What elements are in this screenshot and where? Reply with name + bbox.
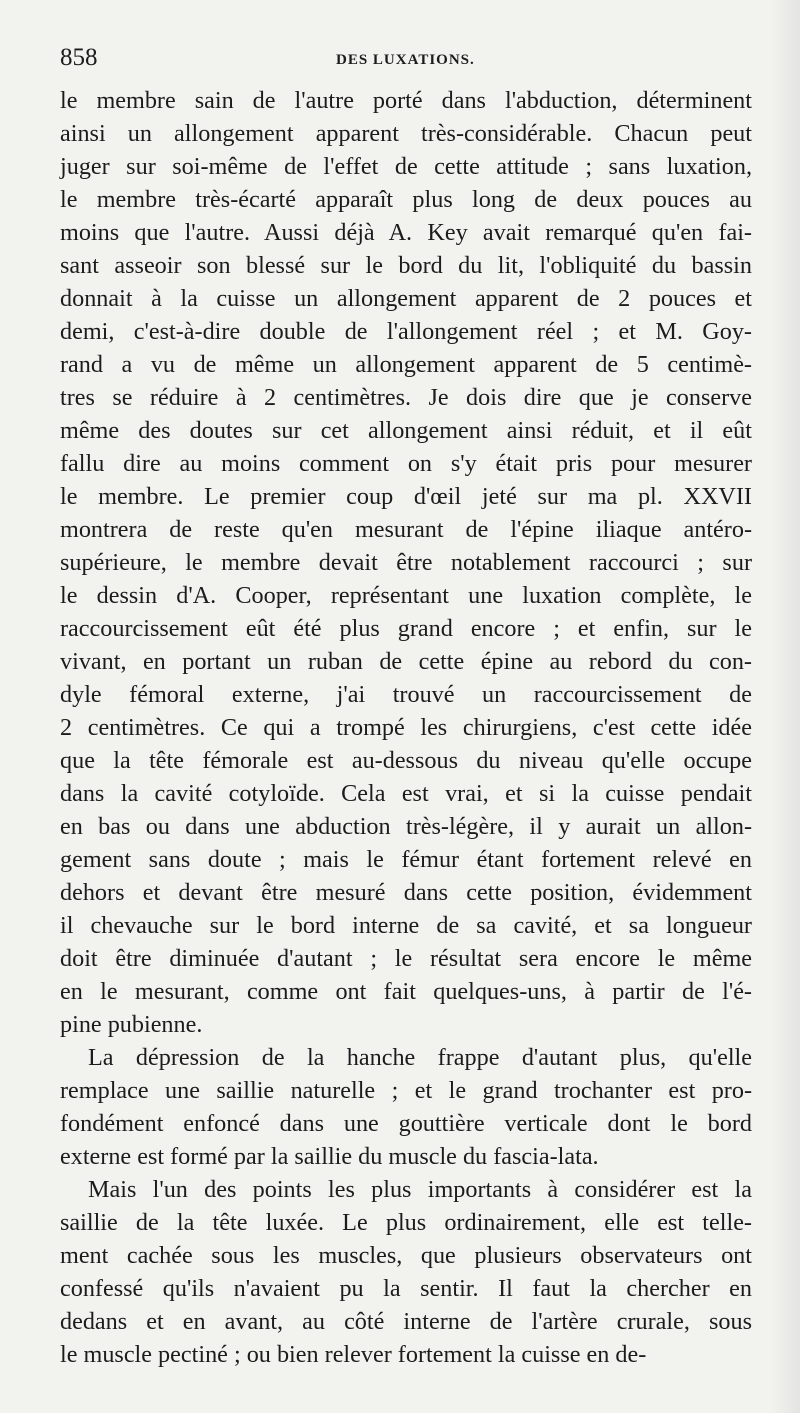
text-line: le membre. Le premier coup d'œil jeté sur ma pl. XXVII [60, 483, 752, 510]
text-line: dans la cavité cotyloïde. Cela est vrai, et si la cuisse pendait [60, 780, 752, 807]
text-line: tres se réduire à 2 centimètres. Je dois dire que je conserve [60, 384, 752, 411]
paragraph [60, 84, 752, 1041]
text-line: supérieure, le membre devait être notablement raccourci ; sur [60, 549, 752, 576]
text-line: raccourcissement eût été plus grand encore ; et enfin, sur le [60, 615, 752, 642]
page-number: 858 [60, 44, 98, 71]
text-line: moins que l'autre. Aussi déjà A. Key avait remarqué qu'en fai- [60, 219, 752, 246]
text-line: saillie de la tête luxée. Le plus ordinairement, elle est telle- [60, 1209, 752, 1236]
running-head: DES LUXATIONS. [336, 52, 475, 68]
text-line: le muscle pectiné ; ou bien relever fortement la cuisse en de- [60, 1341, 647, 1368]
text-line: montrera de reste qu'en mesurant de l'épine iliaque antéro- [60, 516, 752, 543]
text-line: même des doutes sur cet allongement ainsi réduit, et il eût [60, 417, 752, 444]
text-line: fondément enfoncé dans une gouttière verticale dont le bord [60, 1110, 752, 1137]
text-line: sant asseoir son blessé sur le bord du lit, l'obliquité du bassin [60, 252, 752, 279]
text-line: vivant, en portant un ruban de cette épine au rebord du con- [60, 648, 752, 675]
page-header [60, 42, 750, 74]
text-line: externe est formé par la saillie du muscle du fascia-lata. [60, 1143, 599, 1170]
text-line: Mais l'un des points les plus importants à considérer est la [88, 1176, 752, 1203]
paragraph [60, 1041, 752, 1173]
text-line: confessé qu'ils n'avaient pu la sentir. Il faut la chercher en [60, 1275, 752, 1302]
text-line: le dessin d'A. Cooper, représentant une luxation complète, le [60, 582, 752, 609]
text-line: en bas ou dans une abduction très-légère, il y aurait un allon- [60, 813, 752, 840]
text-line: doit être diminuée d'autant ; le résultat sera encore le même [60, 945, 752, 972]
text-line: 2 centimètres. Ce qui a trompé les chirurgiens, c'est cette idée [60, 714, 752, 741]
text-line: juger sur soi-même de l'effet de cette attitude ; sans luxation, [60, 153, 752, 180]
text-line: il chevauche sur le bord interne de sa cavité, et sa longueur [60, 912, 752, 939]
text-line: dedans et en avant, au côté interne de l'artère crurale, sous [60, 1308, 752, 1335]
text-line: pine pubienne. [60, 1011, 203, 1038]
text-line: en le mesurant, comme ont fait quelques-uns, à partir de l'é- [60, 978, 752, 1005]
text-line: dehors et devant être mesuré dans cette position, évidemment [60, 879, 752, 906]
text-line: ment cachée sous les muscles, que plusieurs observateurs ont [60, 1242, 752, 1269]
text-line: que la tête fémorale est au-dessous du niveau qu'elle occupe [60, 747, 752, 774]
text-line: La dépression de la hanche frappe d'autant plus, qu'elle [88, 1044, 752, 1071]
text-line: le membre très-écarté apparaît plus long de deux pouces au [60, 186, 752, 213]
text-line: dyle fémoral externe, j'ai trouvé un raccourcissement de [60, 681, 752, 708]
text-line: remplace une saillie naturelle ; et le grand trochanter est pro- [60, 1077, 752, 1104]
body-text [60, 84, 752, 1371]
paragraph [60, 1173, 752, 1371]
text-line: gement sans doute ; mais le fémur étant fortement relevé en [60, 846, 752, 873]
text-line: ainsi un allongement apparent très-considérable. Chacun peut [60, 120, 752, 147]
text-line: donnait à la cuisse un allongement apparent de 2 pouces et [60, 285, 752, 312]
text-line: fallu dire au moins comment on s'y était pris pour mesurer [60, 450, 752, 477]
text-line: demi, c'est-à-dire double de l'allongement réel ; et M. Goy- [60, 318, 752, 345]
text-line: le membre sain de l'autre porté dans l'abduction, déterminent [60, 87, 752, 114]
text-line: rand a vu de même un allongement apparent de 5 centimè- [60, 351, 752, 378]
